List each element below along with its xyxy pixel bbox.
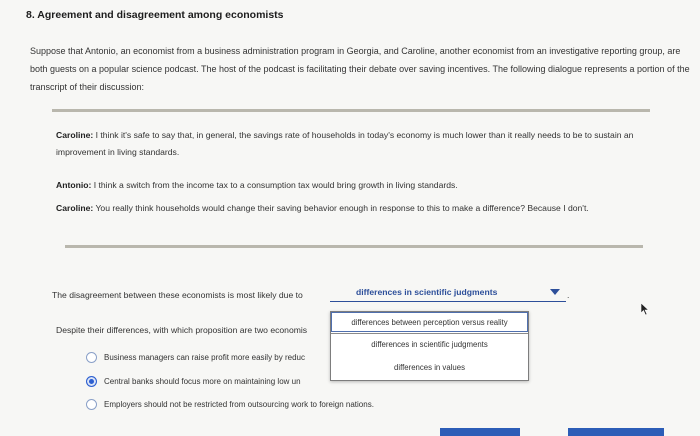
question-intro: Suppose that Antonio, an economist from a business administration program in Georgia, and Caroline, another economist from an investigative reporting group, are both guests on a popular science podcast. The host of the podcast is facilitating their debate over saving incentives. The following dialogue represents a portion of the transcript of their discussion: bbox=[30, 46, 690, 92]
radio-button[interactable] bbox=[86, 399, 97, 410]
radio-button-selected[interactable] bbox=[86, 376, 97, 387]
dialogue-text: You really think households would change their saving behavior enough in response to this to make a difference? Because I don't. bbox=[93, 203, 589, 213]
option-label: Business managers can raise profit more easily by reduc bbox=[104, 353, 305, 362]
answer-dropdown[interactable] bbox=[330, 287, 566, 302]
option-label: Central banks should focus more on maintaining low un bbox=[104, 377, 301, 386]
divider-top bbox=[52, 109, 650, 112]
speaker-name: Caroline: bbox=[56, 203, 94, 213]
chevron-down-icon[interactable] bbox=[550, 289, 560, 295]
radio-option[interactable] bbox=[86, 352, 305, 363]
dropdown-selected-value: differences in scientific judgments bbox=[356, 287, 498, 297]
menu-item-perception[interactable]: differences between perception versus reality bbox=[331, 312, 528, 332]
menu-item-scientific[interactable]: differences in scientific judgments bbox=[371, 340, 488, 349]
dialogue-line bbox=[56, 177, 646, 194]
dialogue-line bbox=[56, 127, 646, 161]
question2-prompt: Despite their differences, with which proposition are two economis bbox=[56, 325, 308, 335]
dialogue-text: I think it's safe to say that, in general, the savings rate of households in today's economy is much lower than it really needs to be to sustain an improvement in living standards. bbox=[56, 130, 634, 157]
action-button[interactable] bbox=[440, 428, 520, 436]
menu-divider bbox=[331, 333, 528, 334]
speaker-name: Antonio: bbox=[56, 180, 92, 190]
dropdown-menu bbox=[330, 311, 529, 381]
menu-item-values[interactable]: differences in values bbox=[394, 363, 465, 372]
mouse-cursor-icon bbox=[641, 303, 649, 315]
speaker-name: Caroline: bbox=[56, 130, 94, 140]
radio-option[interactable] bbox=[86, 399, 374, 410]
dialogue-text: I think a switch from the income tax to a consumption tax would bring growth in living standards. bbox=[91, 180, 458, 190]
divider-bottom bbox=[65, 245, 643, 248]
option-label: Employers should not be restricted from outsourcing work to foreign nations. bbox=[104, 400, 374, 409]
radio-option[interactable] bbox=[86, 376, 301, 387]
blank-prompt: The disagreement between these economists is most likely due to bbox=[52, 290, 303, 300]
action-button[interactable] bbox=[568, 428, 664, 436]
question-title: 8. Agreement and disagreement among economists bbox=[26, 9, 284, 21]
dialogue-line bbox=[56, 200, 646, 217]
sentence-period: . bbox=[567, 290, 570, 300]
radio-button[interactable] bbox=[86, 352, 97, 363]
